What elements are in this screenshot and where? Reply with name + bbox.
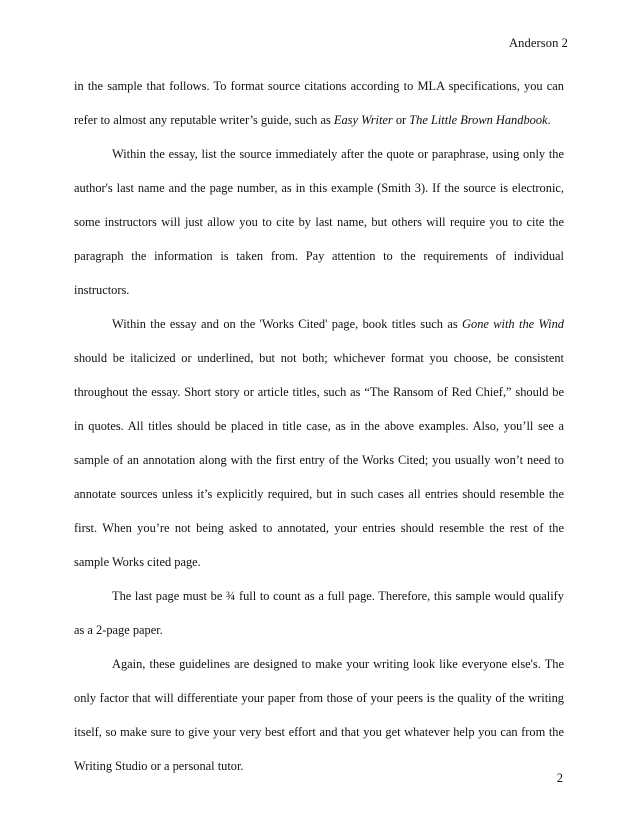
book-title-little-brown-handbook: The Little Brown Handbook	[409, 113, 548, 127]
paragraph-text: Within the essay and on the 'Works Cited' page, book titles such as	[112, 317, 463, 331]
paragraph-text: in the sample that follows. To format source citations according to MLA specifications, you can refer to almost any reputable writer’s guide, such as	[74, 79, 564, 127]
paragraph-text: or	[392, 113, 410, 127]
page-number: 2	[556, 771, 563, 785]
paragraph-titles	[74, 307, 564, 579]
book-title-easy-writer: Easy Writer	[333, 113, 393, 127]
paragraph-continuation	[74, 69, 564, 137]
running-head: Anderson 2	[509, 36, 568, 50]
paragraph-citations: Within the essay, list the source immediately after the quote or paraphrase, using only the author's last name and the page number, as in this example (Smith 3). If the source is electronic, some instructors will just allow you to cite by last name, but others will require you to cite the paragraph the information is taken from. Pay attention to the requirements of individual instructors.	[74, 147, 564, 297]
paragraph-text: .	[547, 113, 551, 127]
document-body	[74, 69, 564, 783]
paragraph-last-page: The last page must be ¾ full to count as a full page. Therefore, this sample would qualify as a 2-page paper.	[74, 589, 564, 637]
paragraph-guidelines: Again, these guidelines are designed to make your writing look like everyone else's. The only factor that will differentiate your paper from those of your peers is the quality of the writing itself, so make sure to give your very best effort and that you get whatever help you can from the Writing Studio or a personal tutor.	[74, 657, 564, 773]
book-title-gone-with-the-wind: Gone with the Wind	[462, 317, 564, 331]
paragraph-text: should be italicized or underlined, but not both; whichever format you choose, be consistent throughout the essay. Short story or article titles, such as “The Ransom of Red Chief,” should be in quotes. All titles should be placed in title case, as in the above examples. Also, you’ll see a sample of an annotation along with the first entry of the Works Cited; you usually won’t need to annotate sources unless it’s explicitly required, but in such cases all entries should resemble the first. When you’re not being asked to annotated, your entries should resemble the rest of the sample Works cited page.	[74, 351, 564, 569]
